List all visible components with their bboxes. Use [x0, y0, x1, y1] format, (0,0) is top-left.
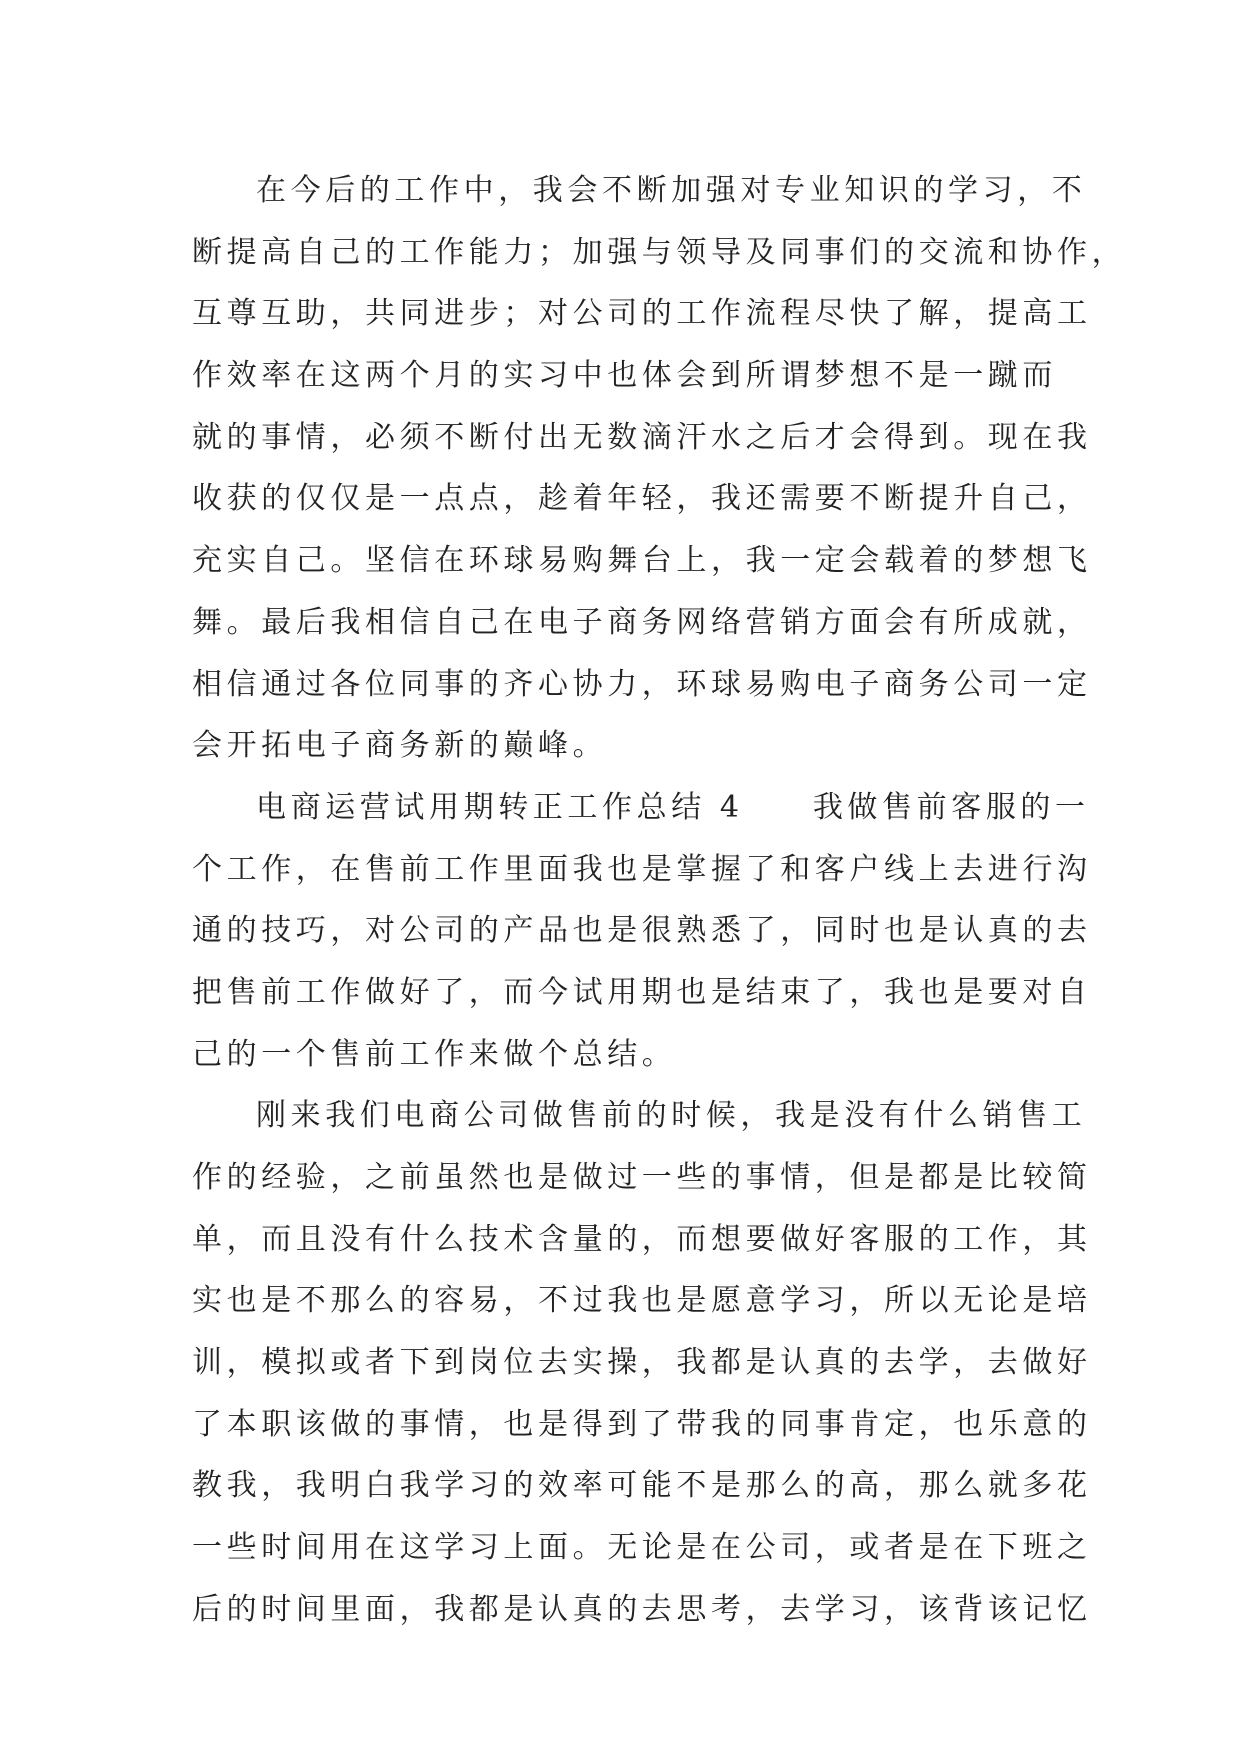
paragraph-3-line-6: 了本职该做的事情，也是得到了带我的同事肯定，也乐意的 — [192, 1406, 1092, 1442]
paragraph-3-line-7: 教我，我明白我学习的效率可能不是那么的高，那么就多花 — [192, 1468, 1092, 1504]
paragraph-2-line-3: 通的技巧，对公司的产品也是很熟悉了，同时也是认真的去 — [192, 913, 1092, 949]
paragraph-3-line-1: 刚来我们电商公司做售前的时候，我是没有什么销售工 — [256, 1098, 1087, 1134]
paragraph-3-line-5: 训，模拟或者下到岗位去实操，我都是认真的去学，去做好 — [192, 1345, 1092, 1381]
paragraph-1-line-10: 会开拓电子商务新的巅峰。 — [192, 728, 608, 764]
paragraph-2-line-5: 己的一个售前工作来做个总结。 — [192, 1036, 677, 1072]
paragraph-2-line-4: 把售前工作做好了，而今试用期也是结束了，我也是要对自 — [192, 974, 1092, 1010]
paragraph-3-line-9: 后的时间里面，我都是认真的去思考，去学习，该背该记忆 — [192, 1591, 1092, 1627]
paragraph-1-line-7: 充实自己。坚信在环球易购舞台上，我一定会载着的梦想飞 — [192, 543, 1092, 579]
paragraph-3-line-4: 实也是不那么的容易，不过我也是愿意学习，所以无论是培 — [192, 1283, 1092, 1319]
paragraph-1-line-2: 断提高自己的工作能力；加强与领导及同事们的交流和协作， — [192, 234, 1127, 270]
paragraph-3-line-8: 一些时间用在这学习上面。无论是在公司，或者是在下班之 — [192, 1530, 1092, 1566]
paragraph-1-line-8: 舞。最后我相信自己在电子商务网络营销方面会有所成就， — [192, 604, 1092, 640]
paragraph-1-line-1: 在今后的工作中，我会不断加强对专业知识的学习，不 — [256, 173, 1087, 208]
paragraph-3-line-2: 作的经验，之前虽然也是做过一些的事情，但是都是比较简 — [192, 1160, 1092, 1195]
paragraph-3-line-3: 单，而且没有什么技术含量的，而想要做好客服的工作，其 — [192, 1221, 1092, 1257]
paragraph-1-line-6: 收获的仅仅是一点点，趁着年轻，我还需要不断提升自己， — [192, 481, 1092, 517]
paragraph-1-line-4: 作效率在这两个月的实习中也体会到所谓梦想不是一蹴而 — [192, 358, 1057, 394]
paragraph-1-line-3: 互尊互助，共同进步；对公司的工作流程尽快了解，提高工 — [192, 296, 1092, 332]
paragraph-1-line-5: 就的事情，必须不断付出无数滴汗水之后才会得到。现在我 — [192, 419, 1092, 455]
document-body — [192, 160, 1127, 1641]
paragraph-2-line-2: 个工作，在售前工作里面我也是掌握了和客户线上去进行沟 — [192, 851, 1092, 887]
paragraph-1-line-9: 相信通过各位同事的齐心协力，环球易购电子商务公司一定 — [192, 666, 1092, 702]
paragraph-2-line-1: 电商运营试用期转正工作总结 4 我做售前客服的一 — [256, 789, 1090, 825]
